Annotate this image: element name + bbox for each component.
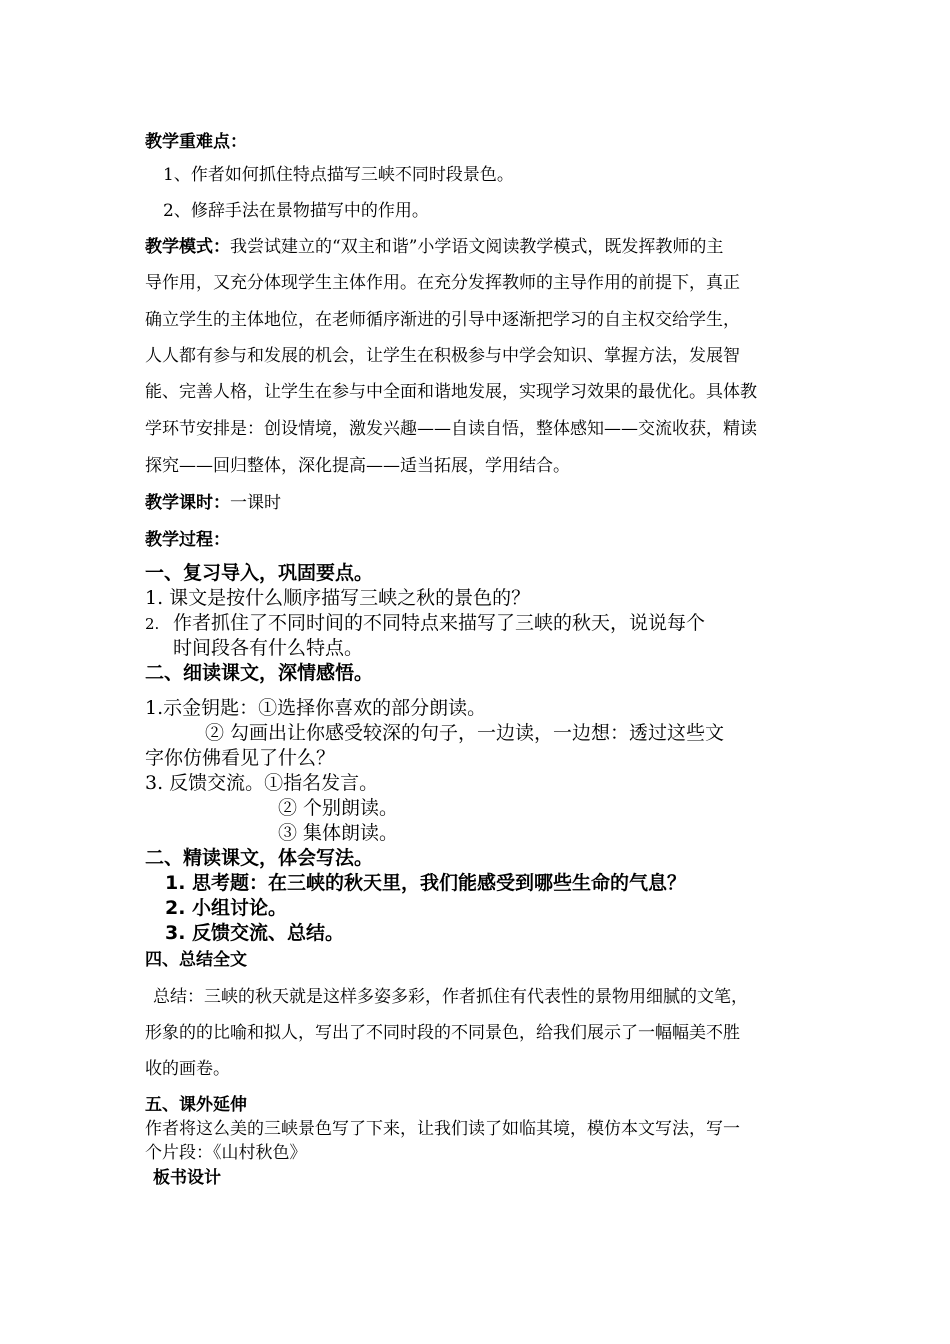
section-4-line-3: 收的画卷。 (145, 1059, 230, 1079)
period-line (145, 488, 281, 513)
question-2-text: 作者抓住了不同时间的不同特点来描写了三峡的秋天，说说每个 (173, 612, 706, 634)
focus-item-1: 1、作者如何抓住特点描写三峡不同时段景色。 (163, 165, 514, 185)
focus-item-2: 2、修辞手法在景物描写中的作用。 (163, 201, 429, 221)
section-2-tip-2: ② 勾画出让你感受较深的句子，一边读，一边想：透过这些文 (205, 722, 725, 744)
section-1-question-2-cont: 时间段各有什么特点。 (173, 637, 364, 659)
question-2-number: 2. (145, 615, 160, 633)
section-2-tip-1: 1.示金钥匙：①选择你喜欢的部分朗读。 (145, 697, 487, 719)
section-1-heading: 一、复习导入，巩固要点。 (145, 562, 374, 584)
mode-line-6: 学环节安排是：创设情境，激发兴趣——自读自悟，整体感知——交流收获，精读 (145, 419, 757, 439)
period-value: 一课时 (230, 493, 281, 513)
section-5-line-1: 作者将这么美的三峡景色写了下来，让我们读了如临其境，模仿本文写法，写一 (145, 1119, 740, 1139)
mode-line-7: 探究——回归整体，深化提高——适当拓展，学用结合。 (145, 456, 570, 476)
mode-line-3: 确立学生的主体地位，在老师循序渐进的引导中逐渐把学习的自主权交给学生， (145, 310, 740, 330)
section-1-question-2 (145, 608, 705, 635)
period-label: 教学课时： (145, 493, 230, 513)
section-4-heading: 四、总结全文 (145, 950, 247, 970)
process-heading: 教学过程： (145, 530, 230, 550)
mode-line-5: 能、完善人格，让学生在参与中全面和谐地发展，实现学习效果的最优化。具体教 (145, 382, 757, 402)
section-1-question-1: 1. 课文是按什么顺序描写三峡之秋的景色的？ (145, 587, 531, 609)
mode-line-1 (145, 232, 723, 257)
section-2-feedback-3: ③ 集体朗读。 (278, 822, 399, 844)
section-5-heading: 五、课外延伸 (145, 1095, 247, 1115)
mode-line-2: 导作用，又充分体现学生主体作用。在充分发挥教师的主导作用的前提下，真正 (145, 273, 740, 293)
section-2-feedback-2: ② 个别朗读。 (278, 797, 399, 819)
section-3-heading: 二、精读课文，体会写法。 (145, 847, 374, 869)
section-2-feedback-1: 3. 反馈交流。①指名发言。 (145, 772, 379, 794)
mode-label: 教学模式： (145, 237, 230, 257)
mode-line-4: 人人都有参与和发展的机会，让学生在积极参与中学会知识、掌握方法，发展智 (145, 346, 740, 366)
section-4-line-2: 形象的的比喻和拟人，写出了不同时段的不同景色，给我们展示了一幅幅美不胜 (145, 1023, 740, 1043)
section-5-line-2: 个片段：《山村秋色》 (145, 1143, 307, 1163)
section-2-heading: 二、细读课文，深情感悟。 (145, 662, 374, 684)
section-3-item-3: 3. 反馈交流、总结。 (165, 922, 345, 944)
focus-heading: 教学重难点： (145, 132, 247, 152)
section-4-line-1: 总结：三峡的秋天就是这样多姿多彩，作者抓住有代表性的景物用细腻的文笔， (153, 987, 748, 1007)
section-2-tip-3: 字你仿佛看见了什么？ (145, 747, 336, 769)
section-3-item-2: 2. 小组讨论。 (165, 897, 288, 919)
board-design-heading: 板书设计 (153, 1168, 221, 1188)
mode-text: 我尝试建立的“双主和谐”小学语文阅读教学模式，既发挥教师的主 (230, 237, 724, 257)
section-3-item-1: 1. 思考题：在三峡的秋天里，我们能感受到哪些生命的气息？ (165, 872, 687, 894)
